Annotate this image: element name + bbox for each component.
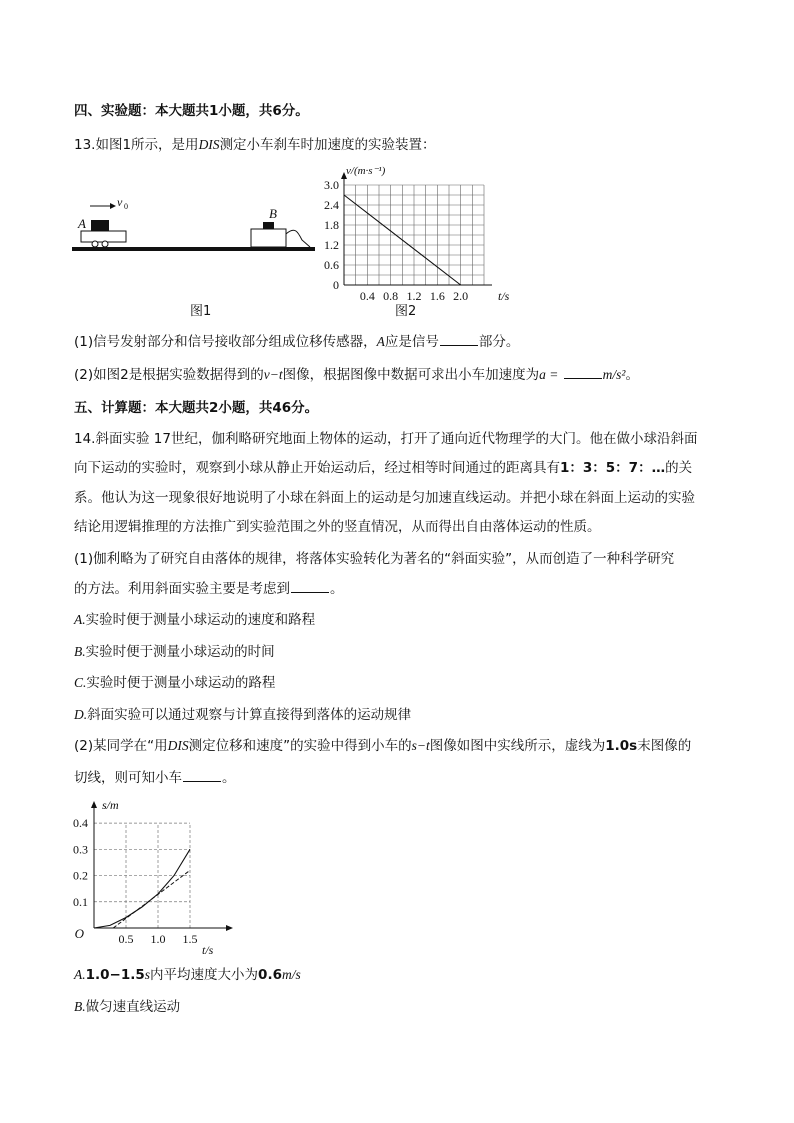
y-axis-arrow bbox=[91, 801, 97, 808]
cart-a bbox=[81, 220, 126, 247]
y-tick-label: 0.2 bbox=[73, 868, 88, 883]
answer-blank[interactable] bbox=[440, 331, 478, 346]
y-tick-label: 1.8 bbox=[324, 218, 339, 232]
q14-line-2: 向下运动的实验时，观察到小球从静止开始运动后，经过相等时间通过的距离具有1：3：5：7：…的关 bbox=[74, 460, 693, 476]
q13-stem: 13.如图1所示，是用DIS测定小车刹车时加速度的实验装置： bbox=[74, 137, 436, 153]
tangent-line bbox=[113, 870, 190, 928]
y-tick-label: 1.2 bbox=[324, 238, 339, 252]
option-b[interactable]: B.实验时便于测量小球运动的时间 bbox=[74, 644, 275, 660]
q14-part-2-line-2: 切线，则可知小车 。 bbox=[74, 767, 236, 788]
label-v0: v bbox=[117, 195, 123, 209]
x-tick-label: 1.5 bbox=[182, 932, 198, 946]
y-tick-label: 0.3 bbox=[73, 842, 88, 857]
q14-part-2-line-1: (2)某同学在“用DIS测定位移和速度”的实验中得到小车的s−t图像如图中实线所示，虚线为1.0s末图像的 bbox=[74, 738, 692, 754]
answer-blank[interactable] bbox=[564, 364, 602, 379]
y-tick-label: 0.6 bbox=[324, 258, 339, 272]
x-axis-label: t/s bbox=[202, 943, 214, 955]
receiver-b bbox=[251, 222, 310, 247]
option-a[interactable]: A.实验时便于测量小球运动的速度和路程 bbox=[74, 612, 316, 628]
answer-blank[interactable] bbox=[183, 767, 221, 782]
x-axis-label: t/s bbox=[498, 289, 510, 303]
y-axis-label: v/(m·s⁻¹) bbox=[346, 165, 386, 177]
y-axis-label: s/m bbox=[102, 798, 119, 812]
y-tick-label: 0 bbox=[333, 278, 339, 292]
figure-2-caption: 图2 bbox=[395, 304, 417, 319]
y-tick-label: 0.1 bbox=[73, 894, 88, 909]
label-b: B bbox=[269, 206, 277, 221]
y-tick-label: 2.4 bbox=[324, 198, 339, 212]
x-tick-label: 1.2 bbox=[406, 289, 422, 303]
x-axis-arrow bbox=[226, 925, 233, 931]
option-b-2[interactable]: B.做匀速直线运动 bbox=[74, 999, 181, 1015]
figure-3-st-chart bbox=[66, 795, 236, 955]
x-tick-label: 0.4 bbox=[359, 289, 375, 303]
q14-line-1: 14.斜面实验 17世纪，伽利略研究地面上物体的运动，打开了通向近代物理学的大门。他在做小球沿斜面 bbox=[74, 431, 698, 447]
q14-part-1-line-1: (1)伽利略为了研究自由落体的规律，将落体实验转化为著名的“斜面实验”，从而创造了一种科学研究 bbox=[74, 551, 675, 567]
label-v0-sub: 0 bbox=[124, 202, 128, 211]
origin-label: O bbox=[74, 926, 84, 941]
y-tick-label: 3.0 bbox=[324, 178, 339, 192]
figure-2-vt-chart bbox=[320, 160, 520, 310]
option-a-2[interactable]: A.1.0−1.5s内平均速度大小为0.6m/s bbox=[74, 967, 301, 983]
answer-blank[interactable] bbox=[291, 578, 329, 593]
y-tick-label: 0.4 bbox=[73, 816, 88, 831]
q14-part-1-line-2: 的方法。利用斜面实验主要是考虑到 。 bbox=[74, 578, 344, 599]
x-tick-label: 0.8 bbox=[383, 289, 399, 303]
velocity-arrow bbox=[90, 203, 116, 209]
x-tick-label: 1.0 bbox=[150, 932, 166, 946]
q14-line-3: 系。他认为这一现象很好地说明了小球在斜面上的运动是匀加速直线运动。并把小球在斜面上运动的实验 bbox=[74, 490, 695, 506]
label-a: A bbox=[78, 216, 86, 231]
section-5-header: 五、计算题：本大题共2小题，共46分。 bbox=[74, 400, 319, 416]
option-c[interactable]: C.实验时便于测量小球运动的路程 bbox=[74, 675, 276, 691]
x-tick-label: 2.0 bbox=[453, 289, 469, 303]
st-curve bbox=[94, 849, 190, 928]
section-4-header: 四、实验题：本大题共1小题，共6分。 bbox=[74, 103, 309, 119]
q13-part-2: (2)如图2是根据实验数据得到的v−t图像，根据图像中数据可求出小车加速度为a = m/s²。 bbox=[74, 364, 639, 385]
track bbox=[72, 247, 315, 251]
q14-line-4: 结论用逻辑推理的方法推广到实验范围之外的竖直情况，从而得出自由落体运动的性质。 bbox=[74, 519, 601, 535]
option-d[interactable]: D.斜面实验可以通过观察与计算直接得到落体的运动规律 bbox=[74, 707, 412, 723]
q13-part-1: (1)信号发射部分和信号接收部分组成位移传感器，A应是信号 部分。 bbox=[74, 331, 519, 352]
figure-1-caption: 图1 bbox=[190, 304, 212, 319]
figure-1-apparatus bbox=[70, 190, 318, 260]
x-tick-label: 0.5 bbox=[118, 932, 134, 946]
x-tick-label: 1.6 bbox=[429, 289, 445, 303]
